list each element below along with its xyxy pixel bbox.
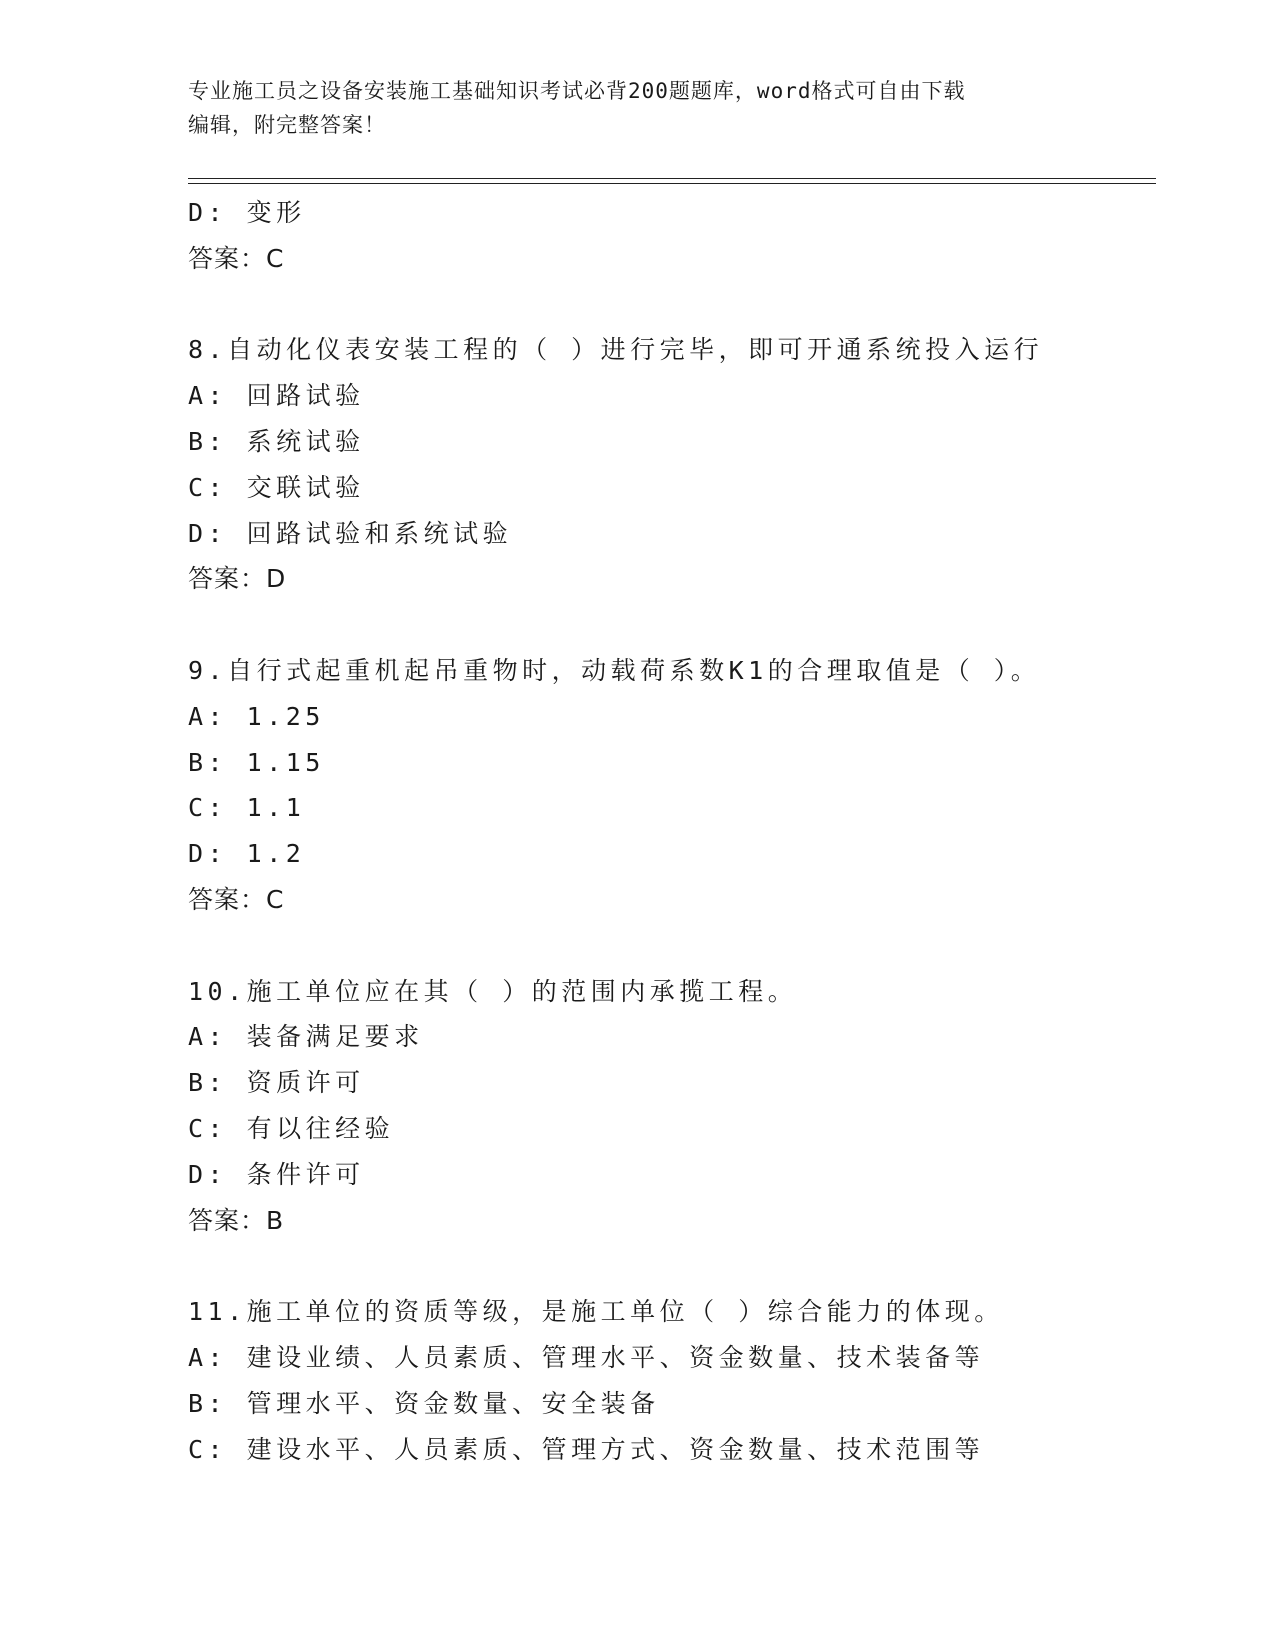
- question-9: [188, 648, 1168, 923]
- spacer: [188, 1243, 1168, 1289]
- option-b: B: 系统试验: [188, 426, 365, 456]
- option-b: B: 管理水平、资金数量、安全装备: [188, 1388, 660, 1418]
- option-d: D: 1.2: [188, 839, 306, 869]
- option-b: B: 资质许可: [188, 1068, 365, 1098]
- option-a: A: 装备满足要求: [188, 1022, 424, 1052]
- question-8: [188, 327, 1168, 602]
- option-a: A: 1.25: [188, 701, 325, 731]
- header-title-line-2: 编辑，附完整答案！: [188, 113, 386, 137]
- answer: 答案：C: [188, 243, 285, 273]
- question-stem: 10.施工单位应在其（ ）的范围内承揽工程。: [188, 976, 798, 1006]
- option-b: B: 1.15: [188, 747, 325, 777]
- document-header: [188, 74, 1088, 142]
- answer: 答案：D: [188, 564, 287, 594]
- spacer: [188, 282, 1168, 328]
- question-10: [188, 969, 1168, 1244]
- option-a: A: 建设业绩、人员素质、管理水平、资金数量、技术装备等: [188, 1342, 985, 1372]
- question-stem: 9.自行式起重机起吊重物时，动载荷系数K1的合理取值是（ ）。: [188, 655, 1041, 685]
- option-c: C: 建设水平、人员素质、管理方式、资金数量、技术范围等: [188, 1434, 985, 1464]
- question-7-tail: [188, 190, 1168, 282]
- option-c: C: 交联试验: [188, 472, 365, 502]
- option-c: C: 1.1: [188, 793, 306, 823]
- option-a: A: 回路试验: [188, 381, 365, 411]
- header-title-line-1: 专业施工员之设备安装施工基础知识考试必背200题题库，word格式可自由下载: [188, 79, 966, 103]
- question-stem: 8.自动化仪表安装工程的（ ）进行完毕，即可开通系统投入运行: [188, 335, 1044, 365]
- option-d: D: 回路试验和系统试验: [188, 518, 513, 548]
- answer: 答案：C: [188, 884, 285, 914]
- option-d: D: 条件许可: [188, 1159, 365, 1189]
- spacer: [188, 602, 1168, 648]
- question-stem: 11.施工单位的资质等级，是施工单位（ ）综合能力的体现。: [188, 1297, 1004, 1327]
- question-11: [188, 1289, 1168, 1472]
- answer: 答案：B: [188, 1205, 285, 1235]
- spacer: [188, 923, 1168, 969]
- option-c: C: 有以往经验: [188, 1113, 395, 1143]
- option-d: D: 变形: [188, 198, 306, 227]
- header-divider: [188, 178, 1156, 184]
- question-list: [188, 190, 1168, 1472]
